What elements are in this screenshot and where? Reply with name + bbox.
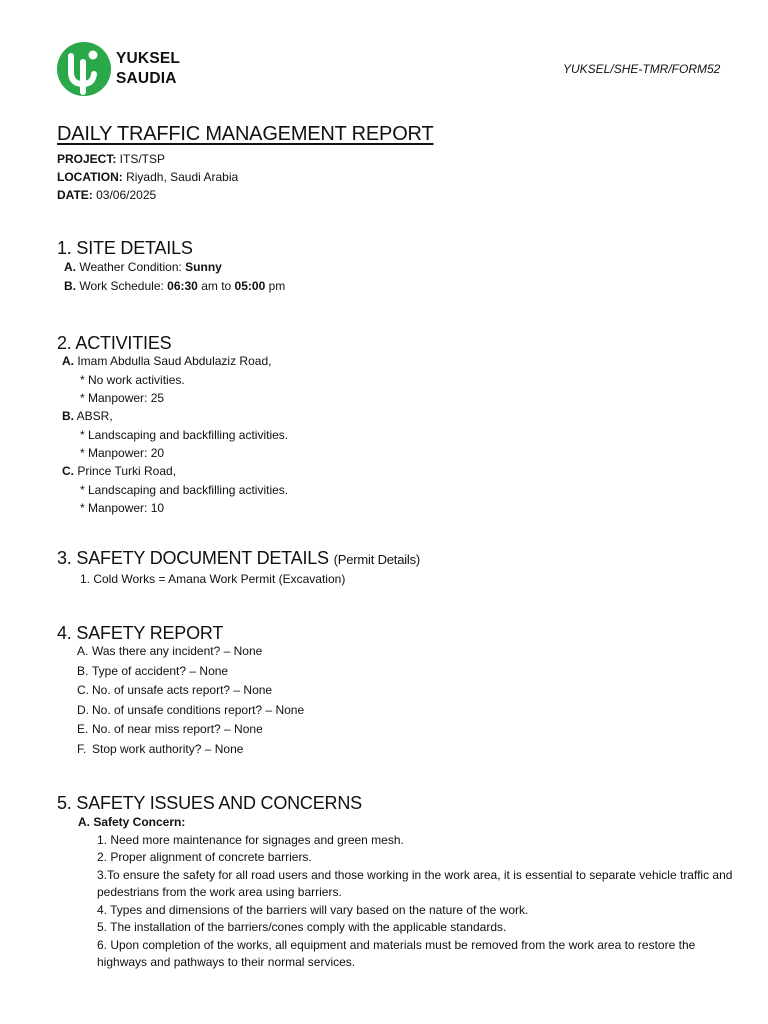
- report-item: [77, 644, 263, 659]
- concern-item: 2. Proper alignment of concrete barriers.: [97, 850, 312, 864]
- activity-letter: A.: [62, 354, 74, 368]
- activity-manpower: * Manpower: 25: [80, 391, 165, 405]
- report-item: [77, 722, 263, 737]
- activity-name: Imam Abdulla Saud Abdulaziz Road,: [74, 354, 272, 368]
- report-text: Type of accident? – None: [92, 664, 229, 678]
- activity-detail: * No work activities.: [80, 373, 185, 387]
- activity-name: ABSR,: [74, 409, 113, 423]
- activity-manpower: * Manpower: 10: [80, 501, 165, 515]
- activities-heading: 2. ACTIVITIES: [57, 333, 172, 353]
- logo-text-line1: YUKSEL: [116, 50, 181, 67]
- report-letter: F.: [77, 742, 87, 756]
- site-details-heading: 1. SITE DETAILS: [57, 238, 193, 258]
- report-text: Was there any incident? – None: [92, 644, 263, 658]
- report-text: Stop work authority? – None: [92, 742, 244, 756]
- activity-site: [62, 464, 176, 479]
- activity-manpower: * Manpower: 20: [80, 446, 165, 460]
- report-letter: C.: [77, 683, 89, 697]
- schedule-text: Work Schedule:: [76, 279, 168, 293]
- permit-item: 1. Cold Works = Amana Work Permit (Excavation): [80, 572, 346, 586]
- activity-detail: * Landscaping and backfilling activities.: [80, 428, 289, 442]
- schedule-line: [64, 279, 285, 294]
- project-label: PROJECT:: [57, 152, 117, 166]
- report-text: No. of unsafe conditions report? – None: [92, 703, 305, 717]
- company-logo: [56, 42, 186, 98]
- form-code: YUKSEL/SHE-TMR/FORM52: [563, 62, 721, 76]
- schedule-tail: pm: [265, 279, 286, 293]
- weather-value: Sunny: [185, 260, 222, 274]
- concern-item: 6. Upon completion of the works, all equipment and materials must be removed from the work area to restore the highways and pathways to their normal services.: [97, 938, 696, 969]
- activity-site: [62, 354, 271, 369]
- date-value: 03/06/2025: [92, 188, 157, 202]
- report-item: [77, 664, 229, 679]
- schedule-mid: am to: [197, 279, 235, 293]
- report-text: No. of near miss report? – None: [92, 722, 263, 736]
- logo-text-line2: SAUDIA: [116, 70, 177, 87]
- report-item: [77, 683, 273, 698]
- schedule-letter: B.: [64, 279, 76, 293]
- activity-detail: * Landscaping and backfilling activities.: [80, 483, 289, 497]
- report-item: [77, 742, 244, 757]
- report-letter: A.: [77, 644, 89, 658]
- activity-name: Prince Turki Road,: [74, 464, 177, 478]
- location-value: Riyadh, Saudi Arabia: [122, 170, 239, 184]
- concern-item: 4. Types and dimensions of the barriers will vary based on the nature of the work.: [97, 903, 529, 917]
- schedule-start: 06:30: [167, 279, 198, 293]
- report-item: [77, 703, 305, 718]
- date-line: [57, 188, 156, 203]
- location-label: LOCATION:: [57, 170, 123, 184]
- weather-line: [64, 260, 222, 275]
- concern-item: 5. The installation of the barriers/cones comply with the applicable standards.: [97, 920, 507, 934]
- safety-docs-title: 3. SAFETY DOCUMENT DETAILS: [57, 548, 334, 568]
- concern-item: 1. Need more maintenance for signages and green mesh.: [97, 833, 404, 847]
- safety-concern-label: A. Safety Concern:: [78, 815, 186, 829]
- report-letter: D.: [77, 703, 89, 717]
- concern-item: 3.To ensure the safety for all road users and those working in the work area, it is essential to separate vehicle traffic and pedestrians from the work area using barriers.: [97, 868, 733, 899]
- weather-letter: A.: [64, 260, 76, 274]
- report-letter: E.: [77, 722, 89, 736]
- safety-docs-subtitle: (Permit Details): [333, 552, 421, 567]
- document-title: DAILY TRAFFIC MANAGEMENT REPORT: [57, 123, 434, 145]
- weather-text: Weather Condition:: [76, 260, 186, 274]
- location-line: [57, 170, 238, 185]
- report-text: No. of unsafe acts report? – None: [92, 683, 273, 697]
- schedule-end: 05:00: [234, 279, 266, 293]
- report-letter: B.: [77, 664, 89, 678]
- safety-report-heading: 4. SAFETY REPORT: [57, 623, 224, 643]
- activity-letter: B.: [62, 409, 74, 423]
- date-label: DATE:: [57, 188, 93, 202]
- safety-docs-heading: [57, 548, 420, 570]
- project-line: [57, 152, 165, 167]
- project-value: ITS/TSP: [116, 152, 166, 166]
- activity-letter: C.: [62, 464, 74, 478]
- safety-issues-heading: 5. SAFETY ISSUES AND CONCERNS: [57, 793, 362, 813]
- yuksel-logo-icon: [56, 42, 112, 96]
- activity-site: [62, 409, 113, 424]
